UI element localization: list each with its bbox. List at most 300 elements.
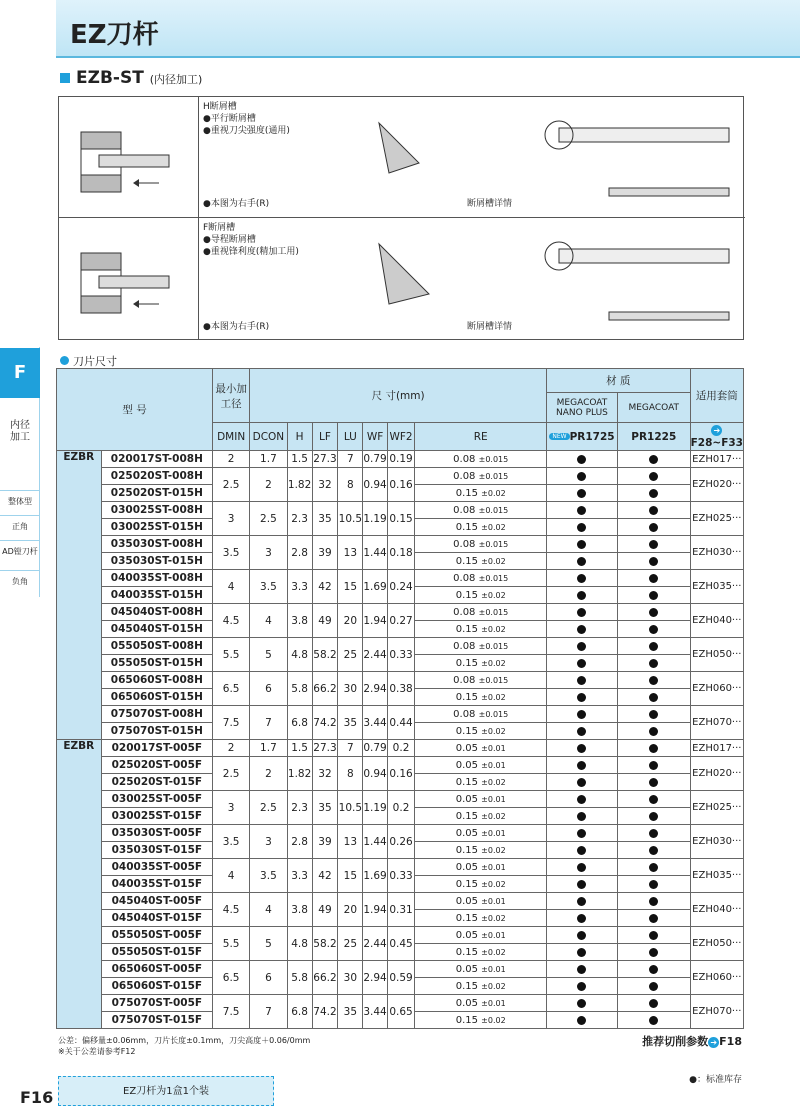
lu-cell: 7	[338, 451, 363, 468]
re-value: 0.15	[455, 725, 478, 737]
re-tolerance: ±0.02	[481, 845, 506, 855]
lf-cell: 27.3	[312, 740, 338, 757]
h-cell: 3.8	[287, 893, 312, 927]
hand-note: ●本图为右手(R)	[203, 199, 270, 209]
re-cell	[415, 944, 547, 961]
stock-grade2-cell	[617, 485, 690, 502]
re-value: 0.08	[453, 674, 476, 686]
insert-drawing-f	[319, 224, 739, 324]
stock-grade1-cell	[547, 927, 618, 944]
stock-grade1-cell	[547, 638, 618, 655]
dcon-cell: 5	[250, 927, 287, 961]
col-h: H	[287, 423, 312, 451]
re-cell	[415, 451, 547, 468]
hand-note: ●本图为右手(R)	[203, 322, 270, 332]
lf-cell: 39	[312, 825, 338, 859]
stock-dot-icon	[649, 557, 658, 566]
lu-cell: 30	[338, 672, 363, 706]
stock-dot-icon	[577, 455, 586, 464]
lu-cell: 10.5	[338, 502, 363, 536]
holder-ref-link[interactable]: F28~F33	[690, 436, 743, 449]
re-tolerance: ±0.015	[478, 539, 509, 549]
wf2-cell: 0.27	[387, 604, 415, 638]
stock-dot-icon	[649, 710, 658, 719]
stock-grade1-cell	[547, 502, 618, 519]
stock-dot-icon	[577, 540, 586, 549]
model-cell: 025020ST-005F	[101, 757, 213, 774]
h-cell: 6.8	[287, 995, 312, 1029]
wf-cell: 1.44	[363, 825, 387, 859]
side-item-negative[interactable]: 负角	[0, 570, 40, 592]
lu-cell: 25	[338, 927, 363, 961]
stock-grade1-cell	[547, 1012, 618, 1029]
footnotes	[58, 1035, 310, 1057]
h-cell: 2.8	[287, 536, 312, 570]
side-tab-f[interactable]: F	[0, 348, 40, 398]
model-cell: 035030ST-005F	[101, 825, 213, 842]
stock-dot-icon	[649, 829, 658, 838]
stock-dot-icon	[649, 812, 658, 821]
model-cell: 045040ST-015F	[101, 910, 213, 927]
re-tolerance: ±0.015	[478, 709, 509, 719]
re-tolerance: ±0.015	[478, 675, 509, 685]
model-cell: 040035ST-015H	[101, 587, 213, 604]
stock-dot-icon	[577, 1016, 586, 1025]
re-cell	[415, 978, 547, 995]
re-cell	[415, 621, 547, 638]
stock-grade1-cell	[547, 570, 618, 587]
lu-cell: 15	[338, 859, 363, 893]
col-dmin: DMIN	[213, 423, 250, 451]
re-tolerance: ±0.02	[481, 590, 506, 600]
stock-grade1-cell	[547, 451, 618, 468]
stock-dot-icon	[577, 812, 586, 821]
re-tolerance: ±0.015	[478, 471, 509, 481]
stock-grade2-cell	[617, 1012, 690, 1029]
re-tolerance: ±0.01	[481, 998, 506, 1008]
col-lf: LF	[312, 423, 338, 451]
header-holder-label: 适用套筒	[695, 390, 738, 402]
stock-grade1-cell	[547, 893, 618, 910]
dcon-cell: 7	[250, 995, 287, 1029]
model-cell: 055050ST-015F	[101, 944, 213, 961]
stock-dot-icon	[577, 557, 586, 566]
re-cell	[415, 723, 547, 740]
legend: ●：标准库存	[689, 1075, 742, 1085]
dmin-cell: 5.5	[213, 638, 250, 672]
dcon-cell: 4	[250, 604, 287, 638]
table-row	[57, 995, 744, 1012]
lf-cell: 35	[312, 502, 338, 536]
lu-cell: 35	[338, 706, 363, 740]
re-tolerance: ±0.015	[478, 573, 509, 583]
re-value: 0.05	[455, 895, 478, 907]
detail-label: 断屑槽详情	[467, 199, 513, 209]
re-value: 0.08	[453, 504, 476, 516]
stock-grade2-cell	[617, 740, 690, 757]
lu-cell: 7	[338, 740, 363, 757]
re-cell	[415, 485, 547, 502]
insert-drawing-h	[319, 103, 739, 203]
header-min-diameter: 最小加工径	[213, 369, 250, 423]
lf-cell: 49	[312, 893, 338, 927]
lf-cell: 32	[312, 468, 338, 502]
re-value: 0.15	[455, 1014, 478, 1026]
dmin-cell: 4.5	[213, 893, 250, 927]
stock-dot-icon	[649, 761, 658, 770]
stock-grade1-cell	[547, 876, 618, 893]
stock-dot-icon	[577, 880, 586, 889]
stock-dot-icon	[577, 625, 586, 634]
re-tolerance: ±0.01	[481, 743, 506, 753]
lu-cell: 15	[338, 570, 363, 604]
side-item-ad-boring[interactable]: AD镗刀杆	[0, 540, 40, 562]
re-tolerance: ±0.02	[481, 947, 506, 957]
re-tolerance: ±0.02	[481, 726, 506, 736]
subtitle-sub: (内径加工)	[149, 73, 203, 86]
insert-spec-table	[56, 368, 744, 1029]
grade2-label: PR1225	[631, 430, 677, 443]
wf-cell: 0.94	[363, 468, 387, 502]
stock-grade1-cell	[547, 689, 618, 706]
wf-cell: 0.79	[363, 740, 387, 757]
stock-grade2-cell	[617, 723, 690, 740]
re-tolerance: ±0.02	[481, 488, 506, 498]
h-cell: 5.8	[287, 672, 312, 706]
bullet-icon	[60, 356, 69, 365]
stock-grade1-cell	[547, 536, 618, 553]
holder-cell: EZH025···	[690, 791, 743, 825]
wf2-cell: 0.33	[387, 859, 415, 893]
lf-cell: 66.2	[312, 961, 338, 995]
side-item-positive[interactable]: 正角	[0, 515, 40, 537]
re-value: 0.15	[455, 691, 478, 703]
lf-cell: 32	[312, 757, 338, 791]
stock-dot-icon	[649, 982, 658, 991]
stock-dot-icon	[649, 608, 658, 617]
chipbreaker-f-title: F断屑槽	[203, 223, 236, 233]
stock-dot-icon	[577, 914, 586, 923]
bore-drawing-f	[59, 218, 199, 338]
header-model: 型 号	[57, 369, 213, 451]
model-cell: 055050ST-005F	[101, 927, 213, 944]
re-tolerance: ±0.02	[481, 556, 506, 566]
lu-cell: 20	[338, 893, 363, 927]
re-value: 0.15	[455, 521, 478, 533]
dcon-cell: 3	[250, 825, 287, 859]
stock-dot-icon	[649, 846, 658, 855]
wf2-cell: 0.65	[387, 995, 415, 1029]
re-value: 0.15	[455, 980, 478, 992]
holder-cell: EZH040···	[690, 893, 743, 927]
stock-dot-icon	[577, 659, 586, 668]
re-cell	[415, 553, 547, 570]
holder-cell: EZH050···	[690, 927, 743, 961]
stock-grade1-cell	[547, 774, 618, 791]
wf-cell: 2.94	[363, 672, 387, 706]
stock-dot-icon	[577, 931, 586, 940]
dcon-cell: 6	[250, 961, 287, 995]
lu-cell: 20	[338, 604, 363, 638]
new-badge: NEW	[549, 433, 569, 440]
stock-grade2-cell	[617, 859, 690, 876]
dcon-cell: 2.5	[250, 502, 287, 536]
model-cell: 075070ST-008H	[101, 706, 213, 723]
lf-cell: 35	[312, 791, 338, 825]
stock-grade1-cell	[547, 944, 618, 961]
h-cell: 2.3	[287, 502, 312, 536]
dcon-cell: 1.7	[250, 451, 287, 468]
re-tolerance: ±0.02	[481, 658, 506, 668]
grade1-label: PR1725	[569, 430, 615, 443]
stock-dot-icon	[649, 1016, 658, 1025]
stock-grade2-cell	[617, 825, 690, 842]
re-cell	[415, 689, 547, 706]
stock-dot-icon	[577, 761, 586, 770]
stock-dot-icon	[577, 676, 586, 685]
holder-cell: EZH020···	[690, 468, 743, 502]
stock-grade1-cell	[547, 672, 618, 689]
wf2-cell: 0.45	[387, 927, 415, 961]
table-row	[57, 502, 744, 519]
stock-grade1-cell	[547, 468, 618, 485]
stock-grade2-cell	[617, 910, 690, 927]
wf2-cell: 0.44	[387, 706, 415, 740]
holder-cell: EZH070···	[690, 995, 743, 1029]
section-title	[60, 68, 202, 88]
model-cell: 045040ST-015H	[101, 621, 213, 638]
series-cell: EZBR	[57, 451, 102, 740]
model-cell: 020017ST-005F	[101, 740, 213, 757]
stock-grade2-cell	[617, 944, 690, 961]
re-cell	[415, 825, 547, 842]
dmin-cell: 2	[213, 740, 250, 757]
dmin-cell: 3	[213, 791, 250, 825]
wf2-cell: 0.38	[387, 672, 415, 706]
chipbreaker-f-text	[203, 222, 299, 258]
header-grade2-coating: MEGACOAT	[617, 393, 690, 423]
wf2-cell: 0.26	[387, 825, 415, 859]
col-grade1	[547, 423, 618, 451]
re-tolerance: ±0.01	[481, 760, 506, 770]
stock-dot-icon	[577, 727, 586, 736]
h-cell: 1.5	[287, 451, 312, 468]
side-item-solid[interactable]: 整体型	[0, 490, 40, 512]
stock-dot-icon	[577, 982, 586, 991]
stock-dot-icon	[649, 795, 658, 804]
bore-diagram	[59, 218, 199, 340]
stock-grade1-cell	[547, 825, 618, 842]
dcon-cell: 3.5	[250, 859, 287, 893]
h-cell: 6.8	[287, 706, 312, 740]
table-row	[57, 893, 744, 910]
wf2-cell: 0.24	[387, 570, 415, 604]
re-value: 0.15	[455, 810, 478, 822]
wf-cell: 1.19	[363, 791, 387, 825]
re-tolerance: ±0.02	[481, 981, 506, 991]
holder-cell: EZH017···	[690, 451, 743, 468]
h-cell: 3.8	[287, 604, 312, 638]
stock-dot-icon	[649, 965, 658, 974]
table-row	[57, 740, 744, 757]
re-tolerance: ±0.015	[478, 607, 509, 617]
dmin-cell: 2	[213, 451, 250, 468]
re-value: 0.05	[455, 963, 478, 975]
re-value: 0.05	[455, 827, 478, 839]
table-row	[57, 604, 744, 621]
stock-grade2-cell	[617, 893, 690, 910]
re-tolerance: ±0.01	[481, 964, 506, 974]
dcon-cell: 1.7	[250, 740, 287, 757]
lf-cell: 27.3	[312, 451, 338, 468]
stock-grade1-cell	[547, 842, 618, 859]
stock-dot-icon	[577, 642, 586, 651]
stock-grade2-cell	[617, 961, 690, 978]
stock-grade2-cell	[617, 655, 690, 672]
lf-cell: 42	[312, 859, 338, 893]
re-tolerance: ±0.02	[481, 522, 506, 532]
re-cell	[415, 604, 547, 621]
re-value: 0.15	[455, 776, 478, 788]
model-cell: 035030ST-015H	[101, 553, 213, 570]
stock-grade1-cell	[547, 859, 618, 876]
h-cell: 1.82	[287, 757, 312, 791]
re-value: 0.15	[455, 555, 478, 567]
wf-cell: 1.69	[363, 859, 387, 893]
wf2-cell: 0.19	[387, 451, 415, 468]
re-cell	[415, 859, 547, 876]
holder-cell: EZH035···	[690, 570, 743, 604]
model-cell: 025020ST-008H	[101, 468, 213, 485]
detail-label: 断屑槽详情	[467, 322, 513, 332]
col-lu: LU	[338, 423, 363, 451]
cutting-conditions-link[interactable]: F18	[719, 1035, 742, 1048]
h-cell: 5.8	[287, 961, 312, 995]
stock-dot-icon	[577, 948, 586, 957]
h-cell: 2.3	[287, 791, 312, 825]
model-cell: 075070ST-015H	[101, 723, 213, 740]
stock-grade2-cell	[617, 706, 690, 723]
re-cell	[415, 808, 547, 825]
re-cell	[415, 468, 547, 485]
model-cell: 075070ST-005F	[101, 995, 213, 1012]
re-value: 0.08	[453, 640, 476, 652]
lf-cell: 49	[312, 604, 338, 638]
model-cell: 030025ST-015H	[101, 519, 213, 536]
re-value: 0.08	[453, 453, 476, 465]
stock-grade2-cell	[617, 553, 690, 570]
stock-grade2-cell	[617, 672, 690, 689]
holder-cell: EZH060···	[690, 672, 743, 706]
dmin-cell: 4	[213, 859, 250, 893]
arrow-right-icon: ➔	[711, 425, 722, 436]
dmin-cell: 6.5	[213, 961, 250, 995]
header-bar	[56, 0, 800, 58]
model-cell: 045040ST-005F	[101, 893, 213, 910]
stock-dot-icon	[577, 965, 586, 974]
stock-dot-icon	[577, 999, 586, 1008]
stock-dot-icon	[577, 710, 586, 719]
stock-dot-icon	[577, 744, 586, 753]
holder-cell: EZH060···	[690, 961, 743, 995]
stock-grade1-cell	[547, 808, 618, 825]
stock-dot-icon	[649, 472, 658, 481]
diagram-box	[58, 96, 744, 340]
re-tolerance: ±0.01	[481, 794, 506, 804]
diagram-row-f	[59, 218, 745, 340]
stock-grade2-cell	[617, 536, 690, 553]
stock-dot-icon	[577, 795, 586, 804]
stock-dot-icon	[649, 506, 658, 515]
lf-cell: 74.2	[312, 995, 338, 1029]
holder-cell: EZH035···	[690, 859, 743, 893]
dmin-cell: 4.5	[213, 604, 250, 638]
stock-dot-icon	[649, 778, 658, 787]
re-cell	[415, 638, 547, 655]
stock-grade1-cell	[547, 706, 618, 723]
stock-grade1-cell	[547, 757, 618, 774]
stock-dot-icon	[649, 540, 658, 549]
dmin-cell: 7.5	[213, 706, 250, 740]
lu-cell: 13	[338, 825, 363, 859]
h-cell: 2.8	[287, 825, 312, 859]
wf-cell: 1.69	[363, 570, 387, 604]
stock-dot-icon	[649, 931, 658, 940]
re-cell	[415, 587, 547, 604]
re-value: 0.05	[455, 742, 478, 754]
wf2-cell: 0.33	[387, 638, 415, 672]
table-section-label	[60, 353, 117, 369]
stock-grade2-cell	[617, 774, 690, 791]
dmin-cell: 7.5	[213, 995, 250, 1029]
wf-cell: 3.44	[363, 995, 387, 1029]
h-cell: 3.3	[287, 570, 312, 604]
re-cell	[415, 502, 547, 519]
model-cell: 030025ST-008H	[101, 502, 213, 519]
header-material: 材 质	[547, 369, 691, 393]
re-cell	[415, 995, 547, 1012]
header-dimensions: 尺 寸(mm)	[250, 369, 547, 423]
series-cell: EZBR	[57, 740, 102, 1029]
stock-dot-icon	[649, 574, 658, 583]
stock-grade1-cell	[547, 791, 618, 808]
re-tolerance: ±0.02	[481, 692, 506, 702]
dcon-cell: 2.5	[250, 791, 287, 825]
dcon-cell: 3	[250, 536, 287, 570]
dmin-cell: 6.5	[213, 672, 250, 706]
lf-cell: 66.2	[312, 672, 338, 706]
wf2-cell: 0.15	[387, 502, 415, 536]
stock-dot-icon	[649, 914, 658, 923]
re-value: 0.15	[455, 946, 478, 958]
re-cell	[415, 519, 547, 536]
stock-grade1-cell	[547, 655, 618, 672]
stock-grade2-cell	[617, 621, 690, 638]
model-cell: 065060ST-005F	[101, 961, 213, 978]
lf-cell: 58.2	[312, 638, 338, 672]
chipbreaker-h-bullet: ●重视刀尖强度(通用)	[203, 126, 290, 136]
lf-cell: 39	[312, 536, 338, 570]
stock-dot-icon	[649, 523, 658, 532]
re-cell	[415, 706, 547, 723]
re-value: 0.05	[455, 793, 478, 805]
stock-grade2-cell	[617, 876, 690, 893]
chipbreaker-f-bullet: ●重视锋利度(精加工用)	[203, 247, 299, 257]
wf2-cell: 0.59	[387, 961, 415, 995]
re-value: 0.15	[455, 623, 478, 635]
holder-cell: EZH030···	[690, 536, 743, 570]
re-tolerance: ±0.01	[481, 862, 506, 872]
